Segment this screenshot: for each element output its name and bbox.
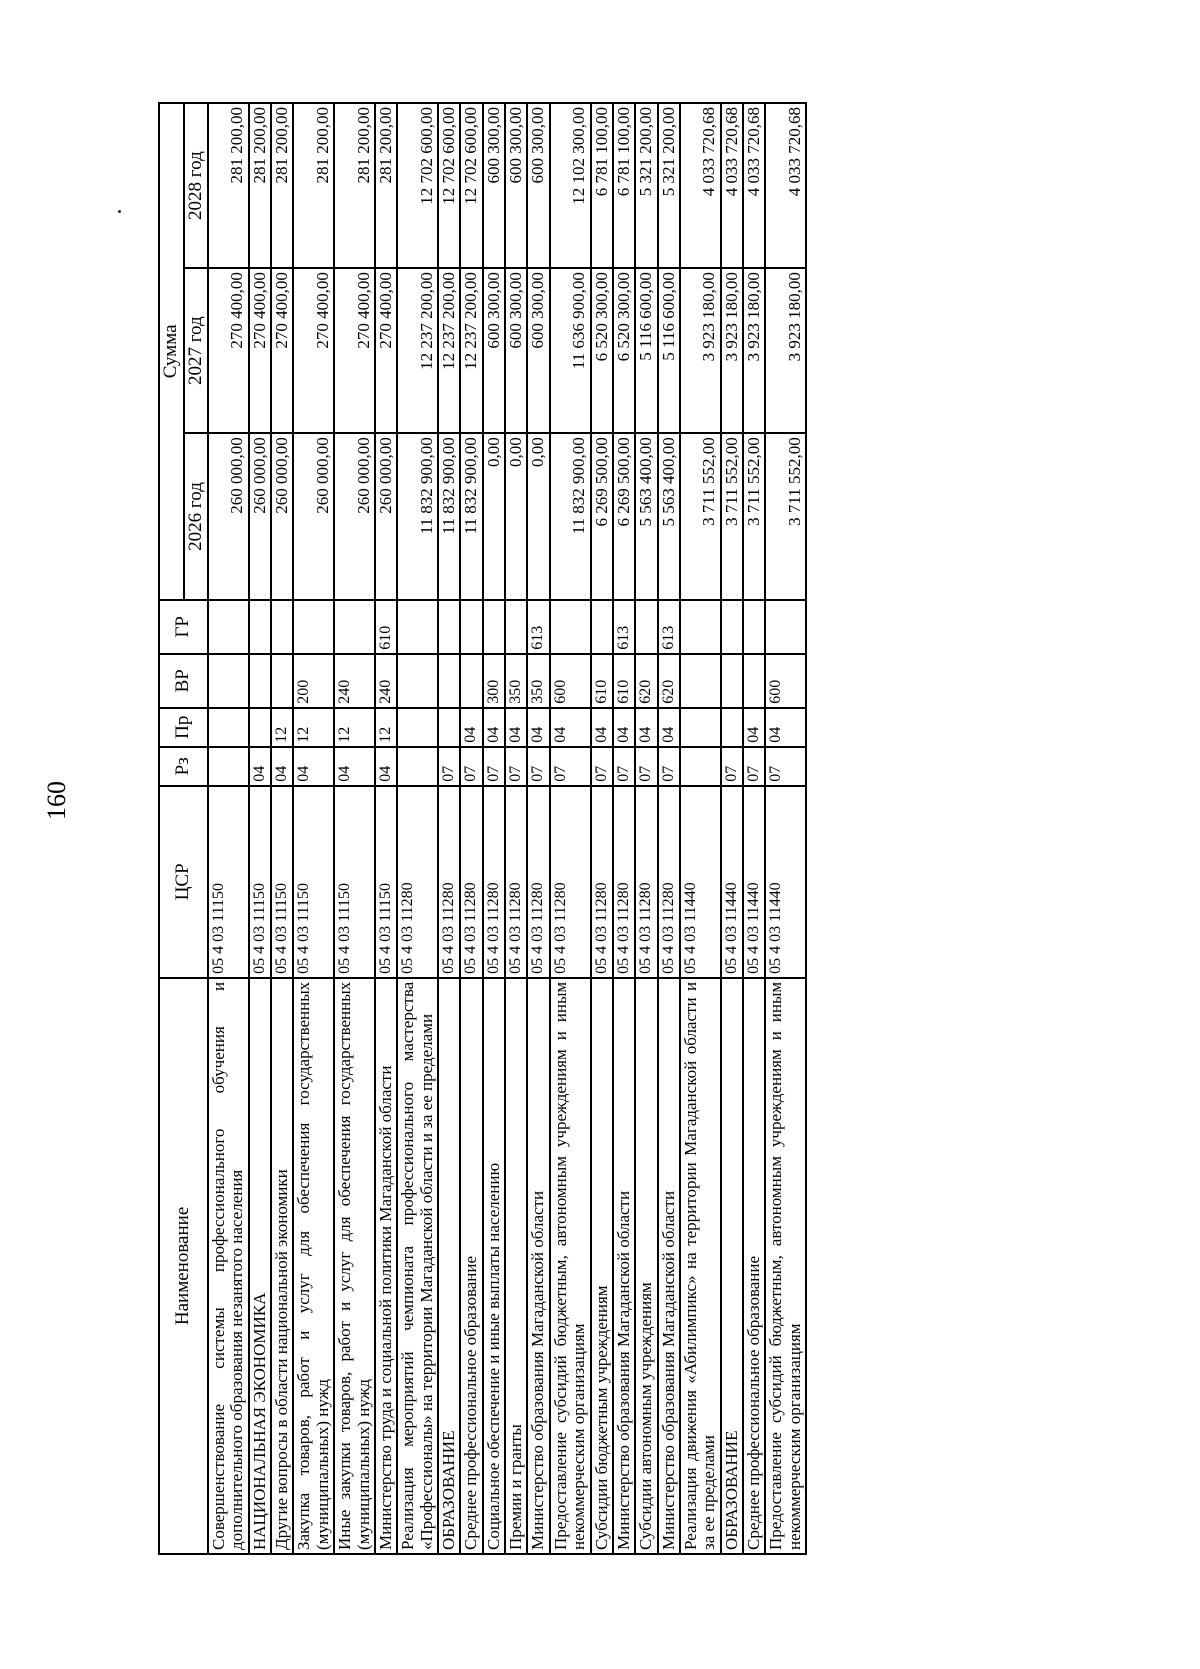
budget-table: [158, 102, 807, 1555]
cell-csr: 05 4 03 11280: [613, 786, 635, 978]
cell-pr: 04: [658, 708, 680, 747]
table-row: [460, 103, 482, 1554]
cell-name: ОБРАЗОВАНИЕ: [438, 978, 460, 1554]
cell-name: Социальное обеспечение и иные выплаты населению: [483, 978, 505, 1554]
cell-pr: 12: [375, 708, 397, 747]
cell-vr: 300: [483, 654, 505, 708]
cell-pr: [680, 708, 721, 747]
cell-gr: [334, 600, 375, 654]
cell-rz: 07: [743, 747, 765, 786]
cell-csr: 05 4 03 11150: [375, 786, 397, 978]
table-row: [397, 103, 438, 1554]
cell-vr: [460, 654, 482, 708]
cell-gr: [293, 600, 334, 654]
cell-csr: 05 4 03 11440: [743, 786, 765, 978]
cell-gr: 613: [527, 600, 549, 654]
cell-2028: 600 300,00: [483, 103, 505, 268]
budget-table-rotated: [158, 102, 1038, 1555]
header-pr: Пр: [159, 708, 208, 747]
cell-gr: 610: [375, 600, 397, 654]
header-vr: ВР: [159, 654, 208, 708]
cell-rz: 07: [483, 747, 505, 786]
cell-2028: 4 033 720,68: [743, 103, 765, 268]
cell-rz: 07: [765, 747, 806, 786]
cell-2027: 5 116 600,00: [635, 268, 657, 433]
table-row: [293, 103, 334, 1554]
header-rz: Рз: [159, 747, 208, 786]
cell-vr: 240: [334, 654, 375, 708]
cell-pr: 04: [505, 708, 527, 747]
cell-rz: 07: [505, 747, 527, 786]
cell-gr: [249, 600, 271, 654]
cell-rz: 07: [591, 747, 613, 786]
cell-2027: 600 300,00: [527, 268, 549, 433]
cell-2028: 5 321 200,00: [635, 103, 657, 268]
cell-2028: 4 033 720,68: [721, 103, 743, 268]
cell-2027: 12 237 200,00: [397, 268, 438, 433]
cell-2027: 600 300,00: [483, 268, 505, 433]
cell-2026: 260 000,00: [249, 433, 271, 600]
cell-name: НАЦИОНАЛЬНАЯ ЭКОНОМИКА: [249, 978, 271, 1554]
cell-pr: [721, 708, 743, 747]
cell-2026: 11 832 900,00: [438, 433, 460, 600]
table-row: [550, 103, 591, 1554]
cell-gr: [460, 600, 482, 654]
cell-rz: 04: [375, 747, 397, 786]
cell-pr: 04: [591, 708, 613, 747]
cell-2028: 281 200,00: [293, 103, 334, 268]
cell-name: Министерство труда и социальной политики Магаданской области: [375, 978, 397, 1554]
cell-vr: [271, 654, 293, 708]
cell-2027: 600 300,00: [505, 268, 527, 433]
cell-csr: 05 4 03 11280: [505, 786, 527, 978]
cell-gr: [208, 600, 249, 654]
cell-pr: 04: [765, 708, 806, 747]
cell-pr: 12: [334, 708, 375, 747]
cell-csr: 05 4 03 11280: [550, 786, 591, 978]
cell-vr: [249, 654, 271, 708]
cell-2026: 260 000,00: [334, 433, 375, 600]
cell-2026: 6 269 500,00: [613, 433, 635, 600]
table-row: [658, 103, 680, 1554]
cell-2026: 0,00: [483, 433, 505, 600]
page-number: 160: [42, 781, 71, 820]
cell-2028: 4 033 720,68: [680, 103, 721, 268]
cell-name: Реализация движения «Абилимпикс» на территории Магаданской области и за ее пределами: [680, 978, 721, 1554]
cell-2026: 3 711 552,00: [743, 433, 765, 600]
cell-gr: [743, 600, 765, 654]
cell-2027: 270 400,00: [208, 268, 249, 433]
cell-name: Министерство образования Магаданской области: [613, 978, 635, 1554]
cell-vr: 200: [293, 654, 334, 708]
cell-rz: 04: [249, 747, 271, 786]
table-body: [208, 103, 806, 1554]
cell-rz: 07: [438, 747, 460, 786]
header-gr: ГР: [159, 600, 208, 654]
cell-vr: [743, 654, 765, 708]
cell-gr: [550, 600, 591, 654]
header-row-1: [159, 103, 184, 1554]
header-sum: Сумма: [159, 103, 184, 600]
cell-name: Другие вопросы в области национальной экономики: [271, 978, 293, 1554]
cell-2026: 260 000,00: [293, 433, 334, 600]
cell-name: Субсидии автономным учреждениям: [635, 978, 657, 1554]
cell-vr: [721, 654, 743, 708]
cell-rz: 04: [293, 747, 334, 786]
cell-pr: [208, 708, 249, 747]
cell-gr: [635, 600, 657, 654]
cell-2026: 3 711 552,00: [680, 433, 721, 600]
cell-vr: 240: [375, 654, 397, 708]
cell-2028: 4 033 720,68: [765, 103, 806, 268]
cell-pr: 12: [293, 708, 334, 747]
cell-vr: 350: [527, 654, 549, 708]
cell-csr: 05 4 03 11280: [635, 786, 657, 978]
cell-2028: 6 781 100,00: [613, 103, 635, 268]
table-row: [483, 103, 505, 1554]
cell-2026: 260 000,00: [375, 433, 397, 600]
cell-rz: 07: [460, 747, 482, 786]
cell-2027: 6 520 300,00: [613, 268, 635, 433]
cell-2026: 0,00: [505, 433, 527, 600]
cell-vr: 600: [765, 654, 806, 708]
cell-2027: 12 237 200,00: [460, 268, 482, 433]
table-row: [208, 103, 249, 1554]
cell-name: Совершенствование системы профессионального обучения и дополнительного образования незанятого населения: [208, 978, 249, 1554]
cell-rz: 07: [658, 747, 680, 786]
cell-2027: 12 237 200,00: [438, 268, 460, 433]
cell-csr: 05 4 03 11150: [208, 786, 249, 978]
header-2026: 2026 год: [184, 433, 209, 600]
cell-rz: [208, 747, 249, 786]
cell-2026: 11 832 900,00: [550, 433, 591, 600]
cell-2028: 281 200,00: [334, 103, 375, 268]
cell-2026: 3 711 552,00: [765, 433, 806, 600]
table-row: [334, 103, 375, 1554]
cell-pr: 12: [271, 708, 293, 747]
cell-2028: 5 321 200,00: [658, 103, 680, 268]
cell-2027: 3 923 180,00: [743, 268, 765, 433]
cell-name: Закупка товаров, работ и услуг для обеспечения государственных (муниципальных) нужд: [293, 978, 334, 1554]
table-row: [635, 103, 657, 1554]
cell-2027: 3 923 180,00: [721, 268, 743, 433]
cell-name: Субсидии бюджетным учреждениям: [591, 978, 613, 1554]
table-row: [680, 103, 721, 1554]
cell-2028: 12 702 600,00: [460, 103, 482, 268]
cell-pr: 04: [527, 708, 549, 747]
cell-csr: 05 4 03 11280: [397, 786, 438, 978]
cell-gr: [271, 600, 293, 654]
cell-2027: 270 400,00: [375, 268, 397, 433]
cell-rz: 07: [550, 747, 591, 786]
cell-name: Среднее профессиональное образование: [460, 978, 482, 1554]
table-row: [613, 103, 635, 1554]
cell-2028: 600 300,00: [505, 103, 527, 268]
table-row: [765, 103, 806, 1554]
table-row: [249, 103, 271, 1554]
cell-vr: 600: [550, 654, 591, 708]
cell-gr: [483, 600, 505, 654]
cell-vr: 610: [613, 654, 635, 708]
cell-pr: 04: [743, 708, 765, 747]
cell-2027: 270 400,00: [293, 268, 334, 433]
cell-pr: 04: [483, 708, 505, 747]
cell-vr: 610: [591, 654, 613, 708]
cell-csr: 05 4 03 11440: [680, 786, 721, 978]
cell-csr: 05 4 03 11150: [271, 786, 293, 978]
table-row: [271, 103, 293, 1554]
cell-name: ОБРАЗОВАНИЕ: [721, 978, 743, 1554]
cell-2028: 600 300,00: [527, 103, 549, 268]
header-csr: ЦСР: [159, 786, 208, 978]
cell-2026: 11 832 900,00: [460, 433, 482, 600]
cell-pr: [397, 708, 438, 747]
cell-2026: 3 711 552,00: [721, 433, 743, 600]
cell-name: Иные закупки товаров, работ и услуг для обеспечения государственных (муниципальных) нужд: [334, 978, 375, 1554]
cell-rz: 07: [527, 747, 549, 786]
cell-gr: 613: [613, 600, 635, 654]
cell-csr: 05 4 03 11150: [334, 786, 375, 978]
cell-2027: 270 400,00: [271, 268, 293, 433]
cell-gr: 613: [658, 600, 680, 654]
cell-2026: 5 563 400,00: [635, 433, 657, 600]
cell-gr: [680, 600, 721, 654]
cell-csr: 05 4 03 11280: [438, 786, 460, 978]
cell-2028: 6 781 100,00: [591, 103, 613, 268]
header-2027: 2027 год: [184, 268, 209, 433]
cell-2027: 3 923 180,00: [680, 268, 721, 433]
cell-vr: [397, 654, 438, 708]
cell-vr: [438, 654, 460, 708]
header-2028: 2028 год: [184, 103, 209, 268]
cell-vr: [208, 654, 249, 708]
cell-2028: 281 200,00: [375, 103, 397, 268]
cell-vr: 620: [658, 654, 680, 708]
cell-name: Предоставление субсидий бюджетным, автономным учреждениям и иным некоммерческим организациям: [550, 978, 591, 1554]
cell-csr: 05 4 03 11280: [483, 786, 505, 978]
cell-pr: 04: [613, 708, 635, 747]
cell-gr: [397, 600, 438, 654]
cell-pr: [438, 708, 460, 747]
cell-gr: [591, 600, 613, 654]
cell-name: Премии и гранты: [505, 978, 527, 1554]
cell-name: Предоставление субсидий бюджетным, автономным учреждениям и иным некоммерческим организациям: [765, 978, 806, 1554]
cell-csr: 05 4 03 11280: [591, 786, 613, 978]
cell-2026: 0,00: [527, 433, 549, 600]
cell-rz: 07: [721, 747, 743, 786]
cell-2027: 270 400,00: [334, 268, 375, 433]
cell-gr: [765, 600, 806, 654]
cell-vr: [680, 654, 721, 708]
cell-gr: [505, 600, 527, 654]
cell-rz: [397, 747, 438, 786]
cell-name: Министерство образования Магаданской области: [527, 978, 549, 1554]
cell-rz: 07: [613, 747, 635, 786]
cell-2028: 281 200,00: [249, 103, 271, 268]
cell-2027: 6 520 300,00: [591, 268, 613, 433]
cell-vr: 620: [635, 654, 657, 708]
cell-2028: 12 702 600,00: [397, 103, 438, 268]
cell-rz: [680, 747, 721, 786]
cell-2028: 12 702 600,00: [438, 103, 460, 268]
cell-csr: 05 4 03 11440: [721, 786, 743, 978]
table-row: [743, 103, 765, 1554]
cell-name: Министерство образования Магаданской области: [658, 978, 680, 1554]
table-row: [375, 103, 397, 1554]
cell-2027: 11 636 900,00: [550, 268, 591, 433]
cell-2028: 281 200,00: [271, 103, 293, 268]
cell-gr: [721, 600, 743, 654]
cell-csr: 05 4 03 11280: [527, 786, 549, 978]
cell-csr: 05 4 03 11150: [249, 786, 271, 978]
cell-2028: 12 102 300,00: [550, 103, 591, 268]
cell-rz: 07: [635, 747, 657, 786]
cell-pr: 04: [460, 708, 482, 747]
cell-pr: [249, 708, 271, 747]
cell-2026: 6 269 500,00: [591, 433, 613, 600]
table-row: [527, 103, 549, 1554]
cell-rz: 04: [271, 747, 293, 786]
cell-csr: 05 4 03 11150: [293, 786, 334, 978]
scan-dot: [118, 210, 121, 213]
cell-csr: 05 4 03 11280: [460, 786, 482, 978]
table-row: [505, 103, 527, 1554]
cell-2026: 11 832 900,00: [397, 433, 438, 600]
cell-2027: 3 923 180,00: [765, 268, 806, 433]
cell-gr: [438, 600, 460, 654]
cell-rz: 04: [334, 747, 375, 786]
cell-csr: 05 4 03 11440: [765, 786, 806, 978]
cell-2027: 270 400,00: [249, 268, 271, 433]
cell-2027: 5 116 600,00: [658, 268, 680, 433]
cell-name: Реализация мероприятий чемпионата профессионального мастерства «Профессионалы» на территории Магаданской области и за ее пределами: [397, 978, 438, 1554]
cell-2028: 281 200,00: [208, 103, 249, 268]
table-row: [591, 103, 613, 1554]
header-name: Наименование: [159, 978, 208, 1554]
table-row: [438, 103, 460, 1554]
cell-vr: 350: [505, 654, 527, 708]
table-row: [721, 103, 743, 1554]
cell-2026: 260 000,00: [208, 433, 249, 600]
cell-2026: 5 563 400,00: [658, 433, 680, 600]
cell-pr: 04: [635, 708, 657, 747]
cell-csr: 05 4 03 11280: [658, 786, 680, 978]
cell-2026: 260 000,00: [271, 433, 293, 600]
cell-pr: 04: [550, 708, 591, 747]
cell-name: Среднее профессиональное образование: [743, 978, 765, 1554]
